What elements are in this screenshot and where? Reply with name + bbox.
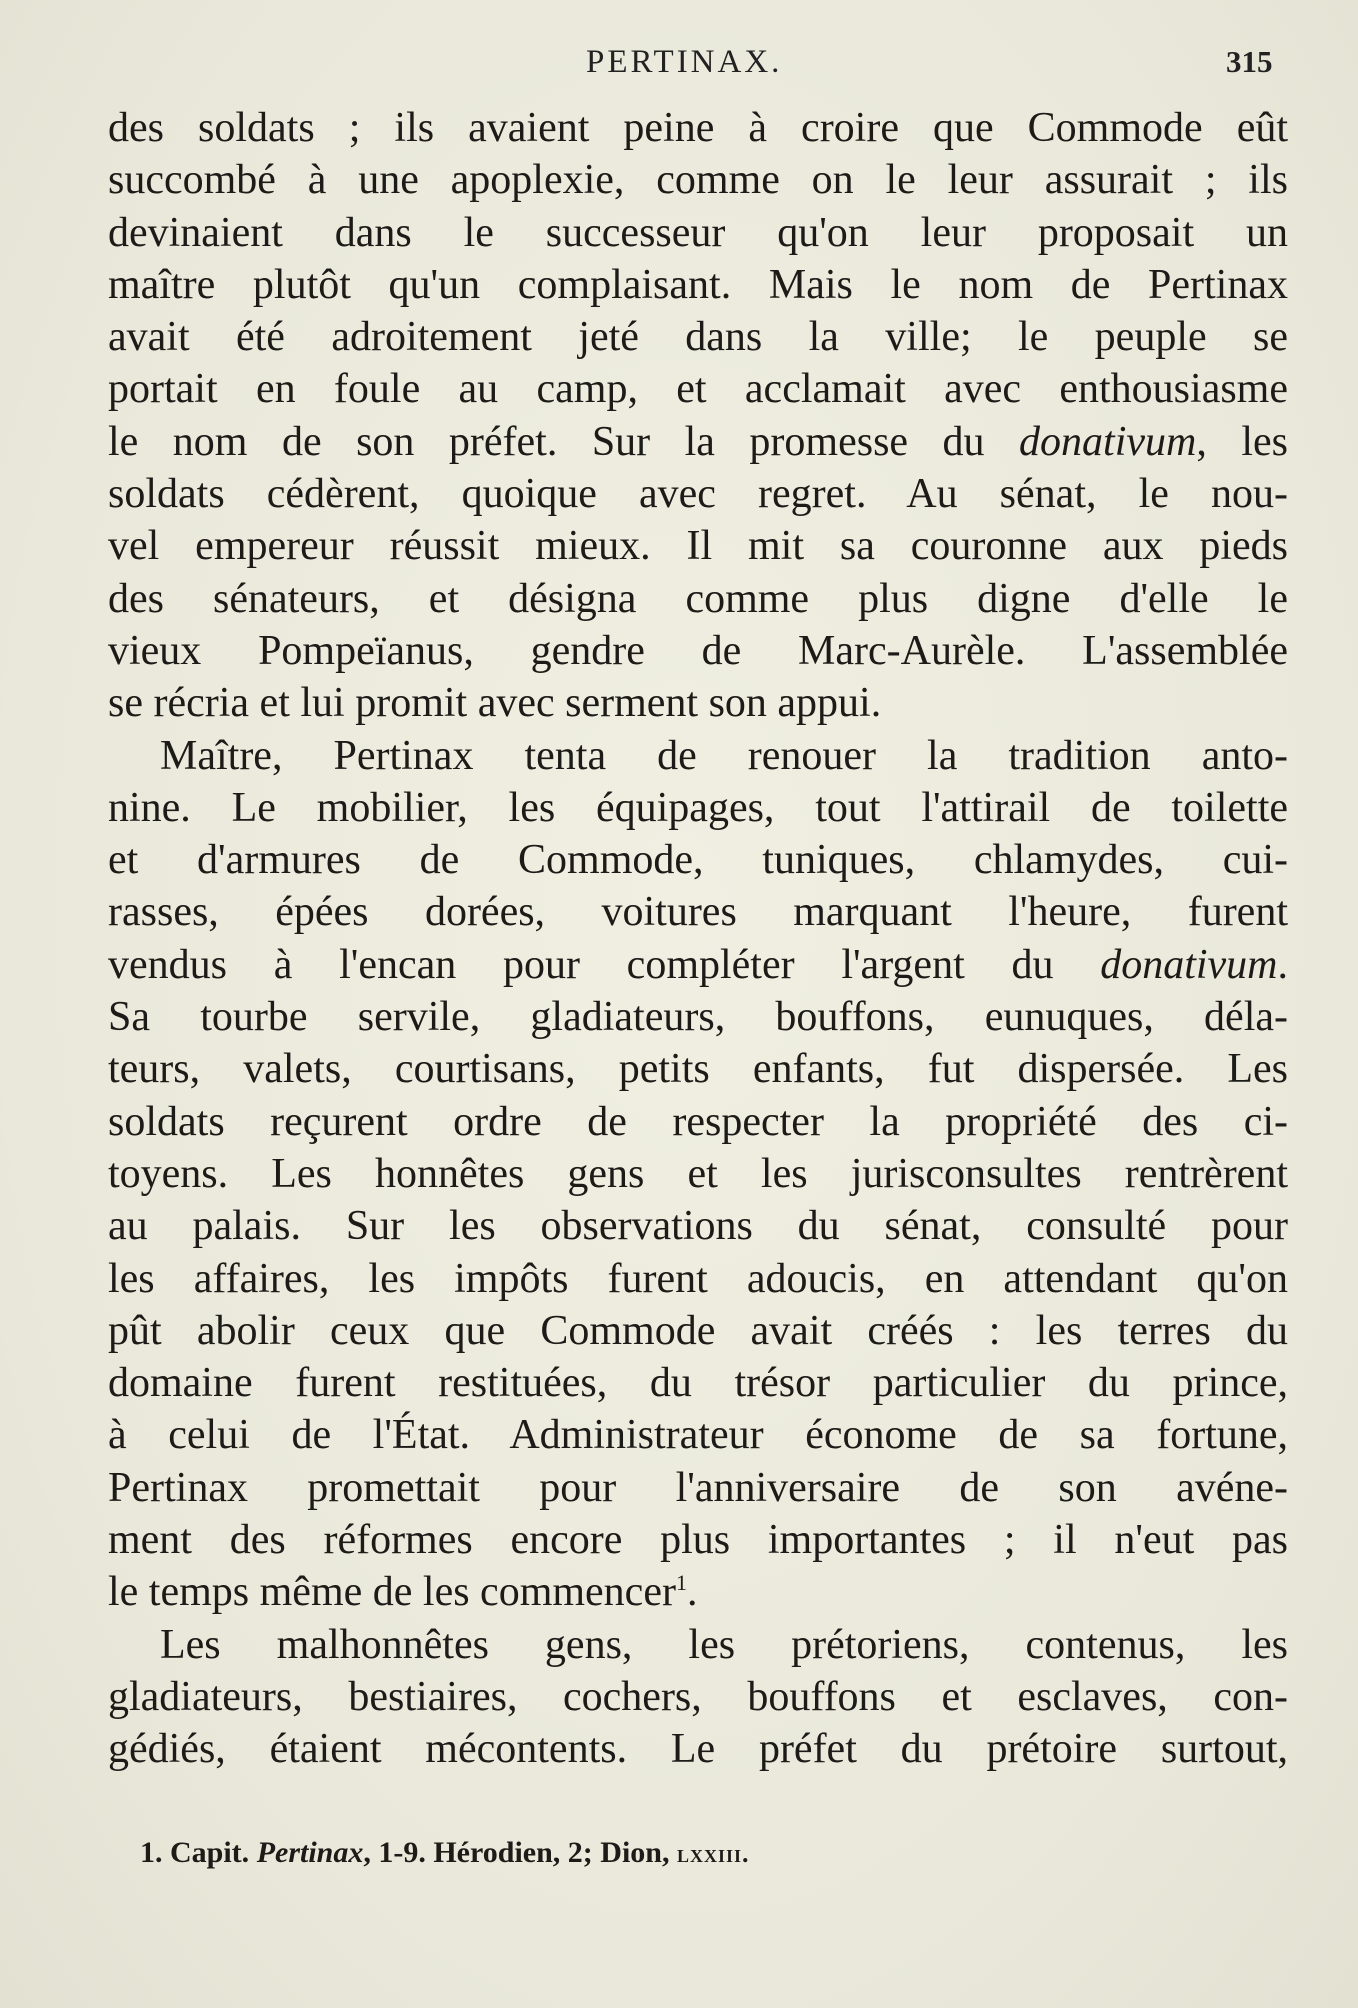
- text-line: devinaient dans le successeur qu'on leur proposait un: [108, 209, 1288, 256]
- text-line: des sénateurs, et désigna comme plus digne d'elle le: [108, 575, 1288, 622]
- text-line: domaine furent restituées, du trésor particulier du prince,: [108, 1360, 1288, 1407]
- text-line: rasses, épées dorées, voitures marquant l'heure, furent: [108, 889, 1288, 936]
- text-line: teurs, valets, courtisans, petits enfants, fut dispersée. Les: [108, 1046, 1288, 1093]
- text-line: les affaires, les impôts furent adoucis, en attendant qu'on: [108, 1255, 1288, 1302]
- text-line: soldats reçurent ordre de respecter la propriété des ci-: [108, 1098, 1288, 1145]
- text-line: au palais. Sur les observations du sénat, consulté pour: [108, 1203, 1288, 1250]
- footnote: 1. Capit. Pertinax, 1-9. Hérodien, 2; Dion, lxxiii.: [140, 1836, 750, 1869]
- text-line: pût abolir ceux que Commode avait créés : les terres du: [108, 1307, 1288, 1354]
- text-line: vieux Pompeïanus, gendre de Marc-Aurèle. L'assemblée: [108, 627, 1288, 674]
- text-line: Sa tourbe servile, gladiateurs, bouffons, eunuques, déla-: [108, 994, 1288, 1041]
- text-line: à celui de l'État. Administrateur économe de sa fortune,: [108, 1412, 1288, 1459]
- text-line: soldats cédèrent, quoique avec regret. Au sénat, le nou-: [108, 471, 1288, 518]
- italic-term: donativum: [1100, 941, 1278, 988]
- running-head: [0, 44, 1358, 84]
- text-line: le temps même de les commencer$^1$.: [108, 1569, 698, 1616]
- text-line: et d'armures de Commode, tuniques, chlamydes, cui-: [108, 837, 1288, 884]
- text-line: portait en foule au camp, et acclamait avec enthousiasme: [108, 366, 1288, 413]
- footnote-ref[interactable]: 1: [675, 1570, 687, 1596]
- text-line: vel empereur réussit mieux. Il mit sa couronne aux pieds: [108, 523, 1288, 570]
- paragraph-start-line: Maître, Pertinax tenta de renouer la tradition anto-: [160, 732, 1288, 779]
- text-line: se récria et lui promit avec serment son appui.: [108, 680, 882, 727]
- text-line: toyens. Les honnêtes gens et les jurisconsultes rentrèrent: [108, 1150, 1288, 1197]
- footnote-number: 1.: [140, 1836, 163, 1869]
- italic-term: donativum: [1019, 418, 1197, 465]
- text-line: succombé à une apoplexie, comme on le leur assurait ; ils: [108, 157, 1288, 204]
- text-line: ment des réformes encore plus importantes ; il n'eut pas: [108, 1517, 1288, 1564]
- text-line: avait été adroitement jeté dans la ville; le peuple se: [108, 314, 1288, 361]
- footnote-smallcaps: lxxiii.: [676, 1839, 750, 1868]
- text-line: des soldats ; ils avaient peine à croire que Commode eût: [108, 105, 1288, 151]
- text-line: Pertinax promettait pour l'anniversaire de son avéne-: [108, 1464, 1288, 1511]
- text-line: nine. Le mobilier, les équipages, tout l'attirail de toilette: [108, 784, 1288, 831]
- text-line: le nom de son préfet. Sur la promesse du donativum, les: [108, 418, 1288, 465]
- running-title: PERTINAX.: [586, 44, 783, 80]
- body-text: [108, 102, 1288, 1776]
- page-number: 315: [1226, 44, 1273, 79]
- text-line: gédiés, étaient mécontents. Le préfet du prétoire surtout,: [108, 1726, 1288, 1773]
- footnote-italic: Pertinax: [256, 1836, 364, 1869]
- text-line: maître plutôt qu'un complaisant. Mais le nom de Pertinax: [108, 261, 1288, 308]
- text-line: gladiateurs, bestiaires, cochers, bouffons et esclaves, con-: [108, 1673, 1288, 1720]
- paragraph-start-line: Les malhonnêtes gens, les prétoriens, contenus, les: [160, 1621, 1288, 1668]
- text-line: vendus à l'encan pour compléter l'argent du donativum.: [108, 941, 1288, 988]
